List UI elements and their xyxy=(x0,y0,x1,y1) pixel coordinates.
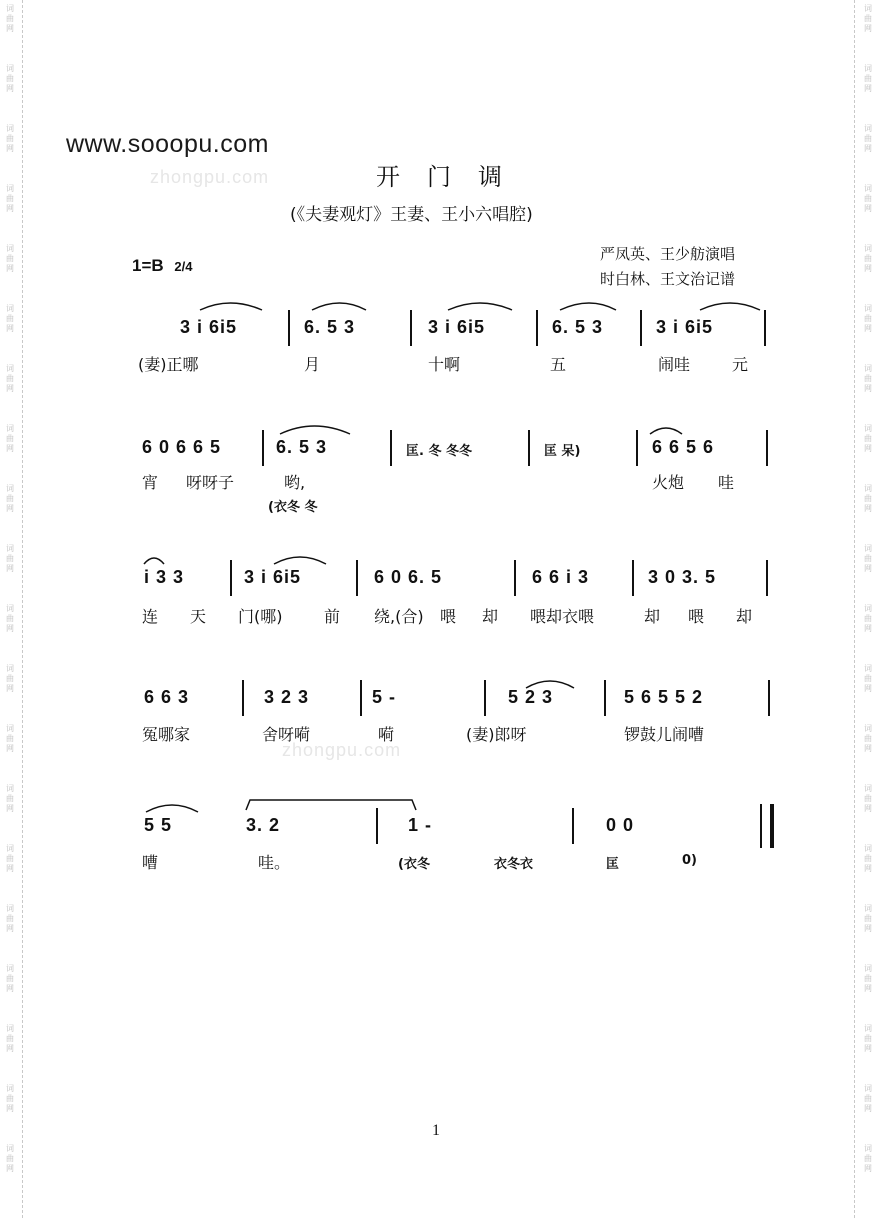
measure: 3 0 3. 5 xyxy=(648,567,717,587)
lyric: 天 xyxy=(190,607,207,626)
credit-performers: 严凤英、王少舫演唱 xyxy=(600,245,736,263)
measure: i 3 3 xyxy=(144,567,185,587)
measure: 3 i 6i5 xyxy=(180,317,238,337)
bar-line xyxy=(604,680,606,716)
lyric: 冤哪家 xyxy=(142,725,191,744)
margin-watermark-text: 词 曲 网 xyxy=(864,1024,872,1053)
margin-watermark-text: 词 曲 网 xyxy=(864,664,872,693)
margin-watermark-text: 词 曲 网 xyxy=(864,64,872,93)
measure: 6 0 6 6 5 xyxy=(142,437,222,457)
margin-watermark-text: 词 曲 网 xyxy=(6,1144,14,1173)
measure: 3 i 6i5 xyxy=(428,317,486,337)
lyric: (妻)正哪 xyxy=(138,355,199,374)
margin-watermark-text: 词 曲 网 xyxy=(864,184,872,213)
margin-watermark-text: 词 曲 网 xyxy=(6,424,14,453)
margin-watermark-text: 词 曲 网 xyxy=(864,364,872,393)
margin-watermark-text: 词 曲 网 xyxy=(864,484,872,513)
lyric: 喂却衣喂 xyxy=(530,607,595,626)
lyric: 舍呀嗬 xyxy=(262,725,311,744)
right-margin-watermark xyxy=(852,0,876,1218)
measure: 3 i 6i5 xyxy=(244,567,302,587)
bar-line xyxy=(514,560,516,596)
key-signature xyxy=(132,256,192,276)
margin-watermark-text: 词 曲 网 xyxy=(864,604,872,633)
margin-watermark-text: 词 曲 网 xyxy=(6,664,14,693)
margin-watermark-text: 词 曲 网 xyxy=(6,244,14,273)
bar-line xyxy=(230,560,232,596)
margin-watermark-text: 词 曲 网 xyxy=(6,604,14,633)
margin-watermark-text: 词 曲 网 xyxy=(864,124,872,153)
bar-line xyxy=(390,430,392,466)
lyric: 元 xyxy=(732,355,749,374)
margin-watermark-text: 词 曲 网 xyxy=(6,724,14,753)
lyric: 闹哇 xyxy=(658,355,691,374)
margin-watermark-text: 词 曲 网 xyxy=(6,1024,14,1053)
credit-transcribers: 时白林、王文治记谱 xyxy=(600,270,736,288)
margin-watermark-text: 词 曲 网 xyxy=(864,784,872,813)
faint-watermark: zhongpu.com xyxy=(282,740,402,760)
margin-watermark-text: 词 曲 网 xyxy=(6,484,14,513)
measure: 1 - xyxy=(408,815,433,835)
margin-watermark-text: 词 曲 网 xyxy=(864,904,872,933)
margin-watermark-text: 词 曲 网 xyxy=(864,304,872,333)
measure: 3 i 6i5 xyxy=(656,317,714,337)
margin-watermark-text: 词 曲 网 xyxy=(6,364,14,393)
bar-line xyxy=(376,808,378,844)
margin-watermark-text: 词 曲 网 xyxy=(864,964,872,993)
site-watermark: www.sooopu.com xyxy=(66,130,269,158)
margin-watermark-text: 词 曲 网 xyxy=(864,844,872,873)
lyric: 哟, xyxy=(284,473,306,492)
lyric: 火炮 xyxy=(652,473,685,492)
percussion: 0) xyxy=(682,853,697,868)
lyric: 却 xyxy=(644,607,661,626)
margin-watermark-text: 词 曲 网 xyxy=(864,424,872,453)
bar-line xyxy=(242,680,244,716)
lyric: 却 xyxy=(482,607,499,626)
lyric: (妻)郎呀 xyxy=(466,725,527,744)
margin-watermark-text: 词 曲 网 xyxy=(6,904,14,933)
margin-watermark-text: 词 曲 网 xyxy=(864,1084,872,1113)
lyric: 嗬 xyxy=(378,725,395,744)
margin-watermark-text: 词 曲 网 xyxy=(6,4,14,33)
margin-watermark-text: 词 曲 网 xyxy=(864,724,872,753)
measure: 3 2 3 xyxy=(264,687,310,707)
left-margin-watermark xyxy=(0,0,24,1218)
lyric: 宵 xyxy=(142,473,159,492)
time-signature: 2/4 xyxy=(174,259,193,274)
bar-line xyxy=(632,560,634,596)
margin-watermark-text: 词 曲 网 xyxy=(864,544,872,573)
measure: 6. 5 3 xyxy=(304,317,356,337)
bar-line xyxy=(356,560,358,596)
bar-line xyxy=(360,680,362,716)
song-title: 开门调 xyxy=(376,163,529,191)
lyric: 喂 xyxy=(688,607,705,626)
lyric: 却 xyxy=(736,607,753,626)
bar-line xyxy=(410,310,412,346)
margin-watermark-text: 词 曲 网 xyxy=(6,124,14,153)
lyric: 嘈 xyxy=(142,853,159,872)
percussion: 匡 呆) xyxy=(544,444,581,459)
bar-line xyxy=(764,310,766,346)
bar-line xyxy=(288,310,290,346)
final-bar-line xyxy=(760,804,774,848)
lyric: 十啊 xyxy=(428,355,461,374)
margin-watermark-text: 词 曲 网 xyxy=(6,64,14,93)
bar-line xyxy=(766,560,768,596)
margin-watermark-text: 词 曲 网 xyxy=(6,184,14,213)
lyric: 呀呀子 xyxy=(186,473,235,492)
bar-line xyxy=(484,680,486,716)
measure: 3. 2 xyxy=(246,815,281,835)
measure: 5 6 5 5 2 xyxy=(624,687,704,707)
bar-line xyxy=(528,430,530,466)
lyric: 连 xyxy=(142,607,159,626)
bar-line xyxy=(766,430,768,466)
percussion: 匡. 冬 冬冬 xyxy=(406,444,472,459)
measure: 6 0 6. 5 xyxy=(374,567,443,587)
slur-marks xyxy=(170,296,770,316)
lyric: 门(哪) xyxy=(238,607,283,626)
bar-line xyxy=(262,430,264,466)
margin-dashed-line xyxy=(22,0,23,1218)
margin-watermark-text: 词 曲 网 xyxy=(6,964,14,993)
margin-watermark-text: 词 曲 网 xyxy=(864,4,872,33)
lyric: 喂 xyxy=(440,607,457,626)
measure: 6 6 5 6 xyxy=(652,437,715,457)
lyric: 哇 xyxy=(718,473,735,492)
margin-watermark-text: 词 曲 网 xyxy=(6,1084,14,1113)
percussion: (衣冬 冬 xyxy=(268,500,318,515)
bar-line xyxy=(536,310,538,346)
measure: 6 6 i 3 xyxy=(532,567,590,587)
lyric: 锣鼓儿闹嘈 xyxy=(624,725,705,744)
bar-line xyxy=(768,680,770,716)
percussion: (衣冬 xyxy=(398,857,430,872)
measure: 6. 5 3 xyxy=(552,317,604,337)
measure: 0 0 xyxy=(606,815,635,835)
lyric: 前 xyxy=(324,607,341,626)
margin-watermark-text: 词 曲 网 xyxy=(6,784,14,813)
bar-line xyxy=(572,808,574,844)
lyric: 五 xyxy=(550,355,567,374)
margin-dashed-line xyxy=(854,0,855,1218)
margin-watermark-text: 词 曲 网 xyxy=(6,544,14,573)
margin-watermark-text: 词 曲 网 xyxy=(864,244,872,273)
percussion: 匡 xyxy=(606,857,620,872)
margin-watermark-text: 词 曲 网 xyxy=(6,304,14,333)
key-label: 1=B xyxy=(132,256,164,275)
slur-marks xyxy=(270,418,770,438)
margin-watermark-text: 词 曲 网 xyxy=(6,844,14,873)
bar-line xyxy=(640,310,642,346)
lyric: 月 xyxy=(304,355,321,374)
slur-marks xyxy=(140,548,440,568)
margin-watermark-text: 词 曲 网 xyxy=(864,1144,872,1173)
slur-marks xyxy=(140,796,440,816)
measure: 6 6 3 xyxy=(144,687,190,707)
page-number: 1 xyxy=(432,1122,440,1139)
song-subtitle: (《夫妻观灯》王妻、王小六唱腔) xyxy=(290,205,533,225)
percussion: 衣冬衣 xyxy=(494,857,534,872)
measure: 6. 5 3 xyxy=(276,437,328,457)
measure: 5 2 3 xyxy=(508,687,554,707)
measure: 5 5 xyxy=(144,815,173,835)
measure: 5 - xyxy=(372,687,397,707)
lyric: 绕,(合) xyxy=(374,607,424,626)
bar-line xyxy=(636,430,638,466)
faint-watermark: zhongpu.com xyxy=(150,167,270,187)
lyric: 哇。 xyxy=(258,853,291,872)
